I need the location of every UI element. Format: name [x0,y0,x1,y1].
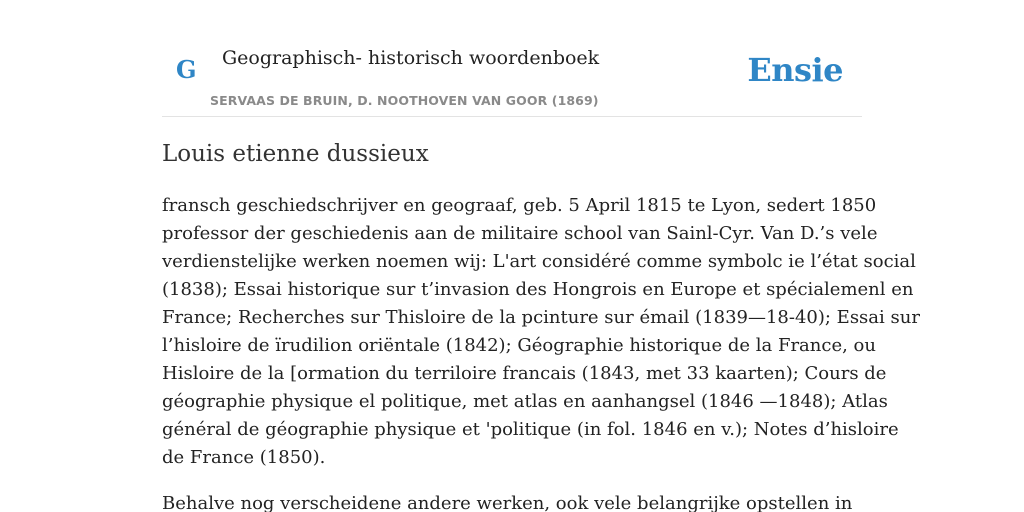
book-author: SERVAAS DE BRUIN, D. NOOTHOVEN VAN GOOR (1869) [210,93,599,108]
text-line: professor der geschiedenis aan de militaire school van Sainl-Cyr. Van D.’s vele [162,223,878,244]
text-line: France; Recherches sur Thisloire de la pcinture sur émail (1839—18-40); Essai sur [162,307,920,328]
book-header [162,0,862,117]
text-line: de France (1850). [162,447,326,468]
text-line: géographie physique el politique, met atlas en aanhangsel (1846 —1848); Atlas [162,391,888,412]
entry-title: Louis etienne dussieux [162,141,429,167]
book-title[interactable]: Geographisch- historisch woordenboek [222,47,600,69]
entry-paragraph [162,192,920,472]
ensie-logo-link[interactable]: Ensie [747,51,843,89]
text-line: Hisloire de la [ormation du terriloire francais (1843, met 33 kaarten); Cours de [162,363,887,384]
text-line: l’hisloire de ïrudilion oriëntale (1842); Géographie historique de la France, ou [162,335,876,356]
text-line: Behalve nog verscheidene andere werken, ook vele belangrijke opstellen in [162,493,853,512]
book-letter-badge: G [176,55,197,84]
text-line: général de géographie physique et 'politique (in fol. 1846 en v.); Notes d’hisloire [162,419,899,440]
text-line: (1838); Essai historique sur t’invasion des Hongrois en Europe et spécialemenl en [162,279,914,300]
text-line: fransch geschiedschrijver en geograaf, geb. 5 April 1815 te Lyon, sedert 1850 [162,195,877,216]
entry-body [162,192,920,512]
text-line: verdienstelijke werken noemen wij: L'art considéré comme symbolc ie l’état social [162,251,916,272]
entry-paragraph [162,490,862,512]
